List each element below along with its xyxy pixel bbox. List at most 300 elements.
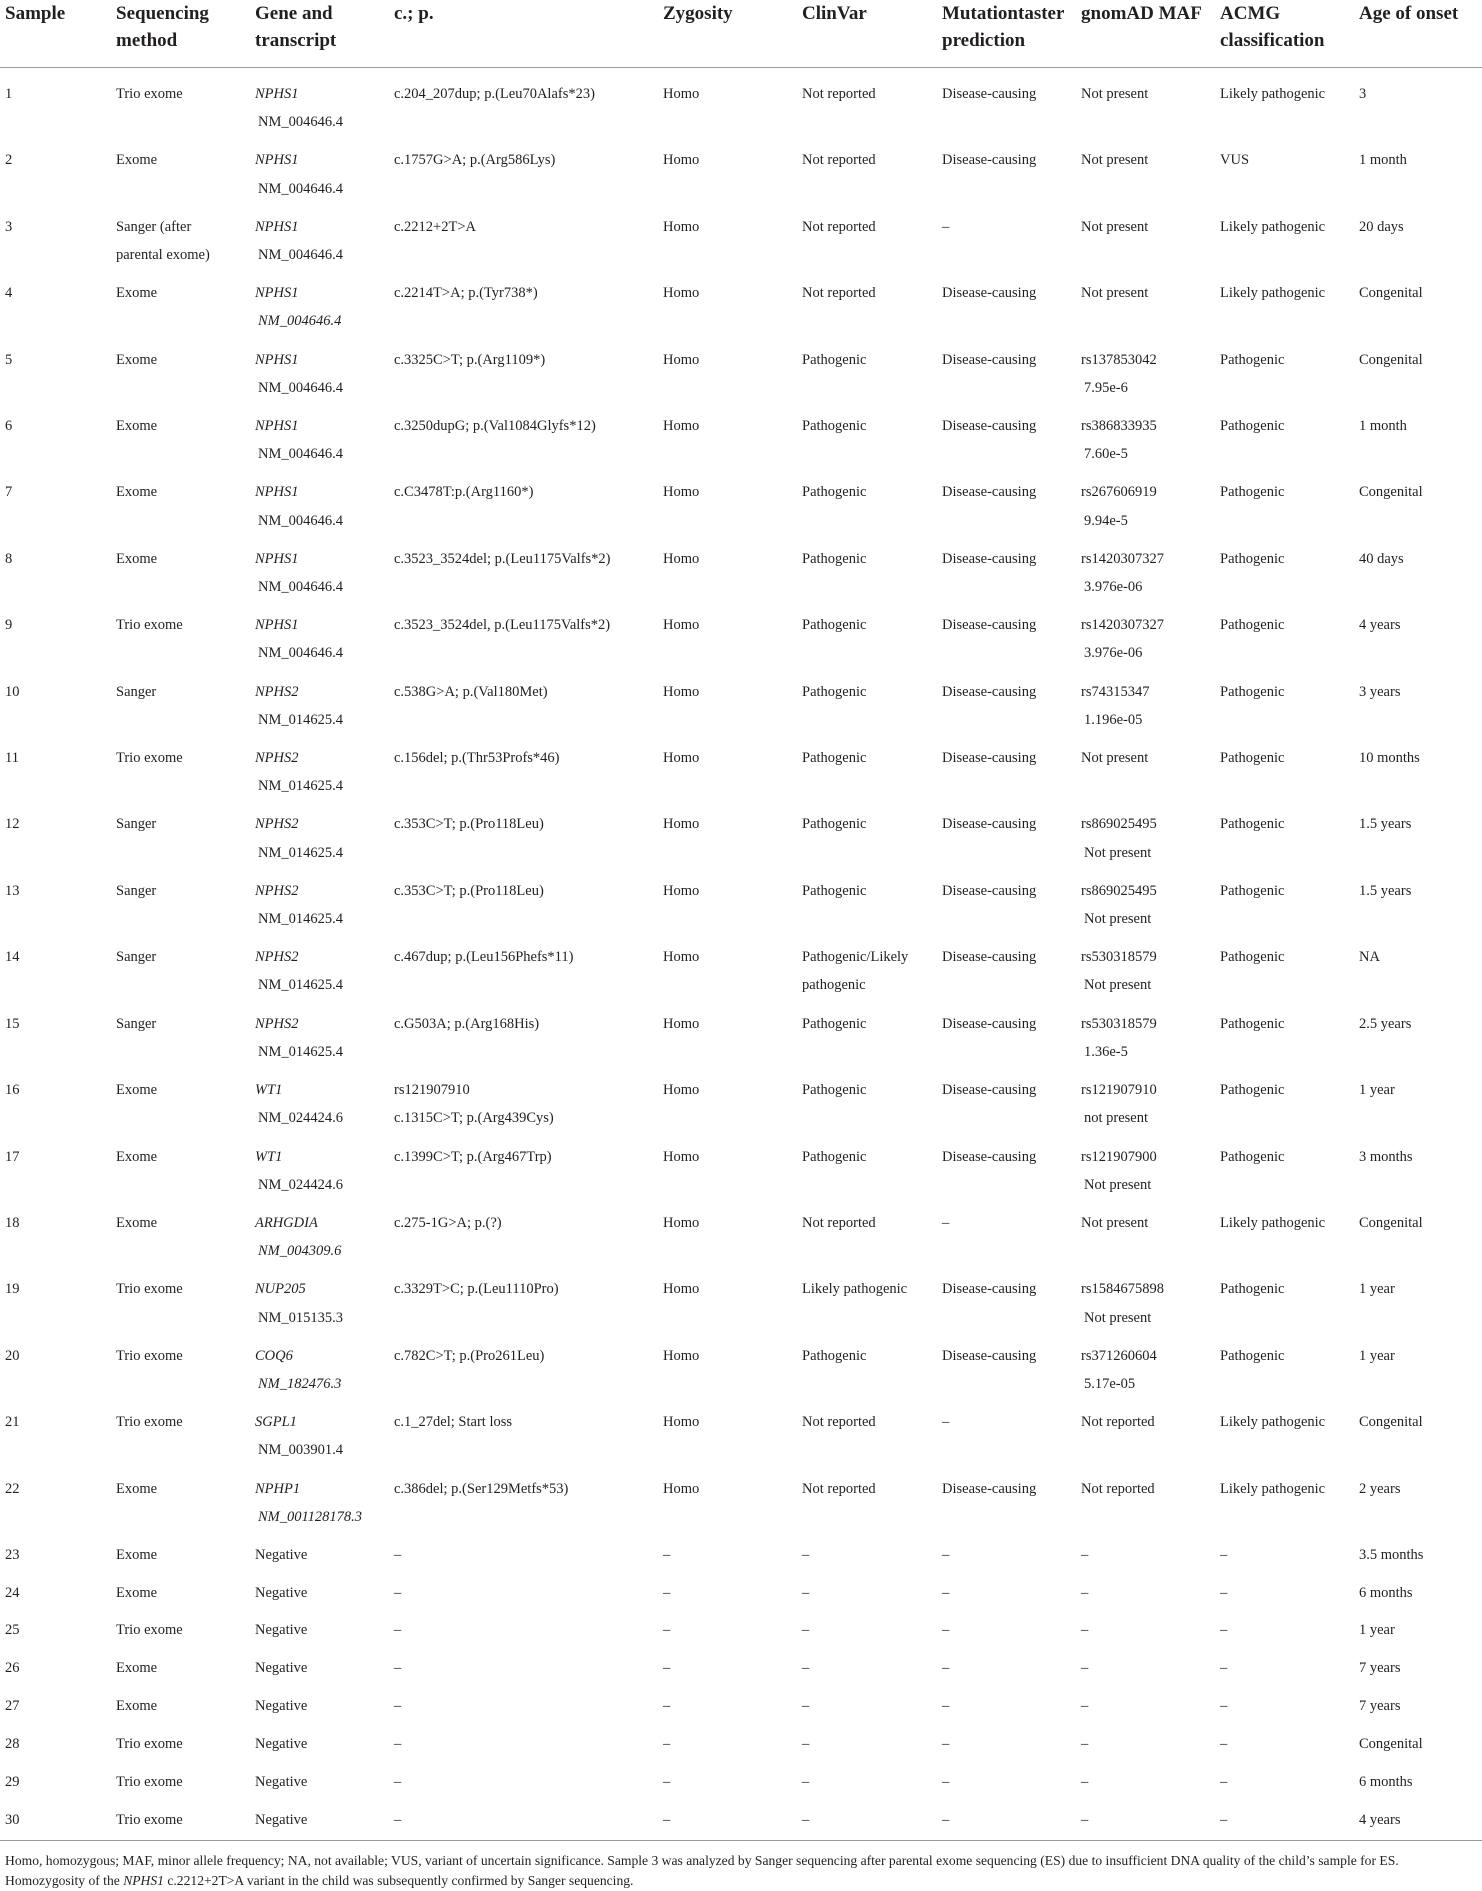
maf-text: 7.95e-6 bbox=[1084, 379, 1128, 396]
table-row bbox=[0, 269, 1482, 335]
method-text: Sanger bbox=[116, 949, 157, 966]
cell-gnomad-maf bbox=[1076, 1398, 1215, 1464]
cell-clinvar bbox=[797, 1265, 937, 1331]
header-label: Gene and bbox=[255, 3, 333, 24]
variant-text: c.275-1G>A; p.(?) bbox=[394, 1214, 502, 1231]
transcript-id: NM_024424.6 bbox=[258, 1110, 343, 1127]
table-row bbox=[0, 136, 1482, 202]
gene-name: NPHS2 bbox=[255, 882, 299, 899]
cell-dash: – bbox=[663, 1698, 671, 1715]
cell-sequencing-method: Trio exome bbox=[116, 1773, 183, 1790]
cell-clinvar bbox=[797, 601, 937, 667]
cell-age-of-onset: 3 months bbox=[1359, 1148, 1413, 1165]
cell-age-of-onset: Congenital bbox=[1359, 1736, 1423, 1753]
gene-name: NUP205 bbox=[255, 1281, 306, 1298]
cell-dash: – bbox=[394, 1811, 402, 1828]
transcript-id: NM_003901.4 bbox=[258, 1442, 343, 1459]
cell-dash: – bbox=[802, 1698, 810, 1715]
cell-zygosity: Homo bbox=[663, 86, 700, 102]
cell-variant bbox=[389, 68, 658, 137]
clinvar-text: Pathogenic bbox=[802, 683, 867, 700]
cell-sequencing-method bbox=[111, 1332, 250, 1398]
header-clinvar bbox=[797, 0, 937, 68]
cell-sequencing-method: Exome bbox=[116, 1546, 158, 1563]
table-row bbox=[0, 535, 1482, 601]
cell-zygosity: Homo bbox=[663, 1480, 700, 1497]
cell-sample: 18 bbox=[5, 1214, 20, 1231]
footnote-line-1: Homo, homozygous; MAF, minor allele frequency; NA, not available; VUS, variant of uncertain significance. Sample 3 was analyzed by Sanger sequencing after parental exome sequencing (ES) due to insufficient DNA quality of the child’s sample for ES. bbox=[5, 1853, 1399, 1869]
cell-mutationtaster: Disease-causing bbox=[942, 1347, 1037, 1364]
cell-gene-transcript: Negative bbox=[255, 1698, 308, 1715]
maf-text: rs1420307327 bbox=[1081, 550, 1164, 567]
header-label: gnomAD MAF bbox=[1081, 3, 1202, 24]
clinvar-text: Not reported bbox=[802, 86, 876, 102]
cell-dash: – bbox=[942, 1773, 950, 1790]
transcript-id: NM_004646.4 bbox=[258, 247, 343, 264]
cell-age-of-onset: 7 years bbox=[1359, 1698, 1401, 1715]
cell-mutationtaster: Disease-causing bbox=[942, 1281, 1037, 1298]
cell-sample: 28 bbox=[5, 1736, 20, 1753]
cell-acmg: Likely pathogenic bbox=[1220, 1414, 1326, 1431]
cell-sample: 9 bbox=[5, 617, 13, 634]
variant-text: c.353C>T; p.(Pro118Leu) bbox=[394, 882, 544, 899]
cell-dash: – bbox=[1220, 1622, 1228, 1639]
clinvar-text: Pathogenic bbox=[802, 1082, 867, 1099]
cell-sequencing-method bbox=[111, 68, 250, 137]
cell-clinvar bbox=[797, 1066, 937, 1132]
clinvar-text: Likely pathogenic bbox=[802, 1281, 908, 1298]
variant-text: c.2212+2T>A bbox=[394, 218, 476, 235]
cell-zygosity: Homo bbox=[663, 351, 700, 368]
maf-text: Not present bbox=[1084, 977, 1152, 994]
cell-zygosity: Homo bbox=[663, 816, 700, 833]
cell-dash: – bbox=[394, 1736, 402, 1753]
cell-variant bbox=[389, 1000, 658, 1066]
footnote-gene: NPHS1 bbox=[123, 1873, 164, 1889]
cell-gnomad-maf bbox=[1076, 535, 1215, 601]
cell-zygosity: Homo bbox=[663, 550, 700, 567]
cell-dash: – bbox=[942, 1736, 950, 1753]
cell-age-of-onset: 10 months bbox=[1359, 750, 1420, 767]
table-footnote bbox=[0, 1840, 1482, 1891]
cell-sample: 7 bbox=[5, 484, 13, 501]
cell-variant bbox=[389, 1398, 658, 1464]
cell-sequencing-method bbox=[111, 1465, 250, 1531]
variant-text: c.782C>T; p.(Pro261Leu) bbox=[394, 1347, 545, 1364]
footnote-text: Homozygosity of the bbox=[5, 1873, 124, 1889]
cell-dash: – bbox=[1081, 1773, 1089, 1790]
cell-dash: – bbox=[802, 1660, 810, 1677]
cell-gene-transcript bbox=[250, 867, 389, 933]
cell-age-of-onset: Congenital bbox=[1359, 484, 1423, 501]
cell-sequencing-method bbox=[111, 734, 250, 800]
cell-dash: – bbox=[1081, 1660, 1089, 1677]
cell-sequencing-method bbox=[111, 1199, 250, 1265]
cell-acmg: Pathogenic bbox=[1220, 1082, 1285, 1099]
cell-variant bbox=[389, 734, 658, 800]
transcript-id: NM_014625.4 bbox=[258, 778, 343, 795]
cell-mutationtaster: Disease-causing bbox=[942, 351, 1037, 368]
cell-gene-transcript bbox=[250, 468, 389, 534]
header-label: c.; p. bbox=[394, 3, 434, 24]
cell-sample: 2 bbox=[5, 152, 13, 169]
gene-name: NPHS1 bbox=[255, 218, 299, 235]
cell-dash: – bbox=[1220, 1546, 1228, 1563]
transcript-id: NM_004646.4 bbox=[258, 645, 343, 662]
cell-sample: 3 bbox=[5, 218, 13, 235]
gene-name: ARHGDIA bbox=[255, 1214, 318, 1231]
transcript-id: NM_004646.4 bbox=[258, 180, 343, 197]
cell-acmg: Pathogenic bbox=[1220, 949, 1285, 966]
header-label: Mutationtaster bbox=[942, 3, 1065, 24]
cell-age-of-onset: 1 month bbox=[1359, 418, 1407, 435]
cell-sample: 21 bbox=[5, 1414, 20, 1431]
cell-variant bbox=[389, 933, 658, 999]
cell-dash: – bbox=[1081, 1584, 1089, 1601]
cell-age-of-onset: 4 years bbox=[1359, 617, 1401, 634]
method-text: Trio exome bbox=[116, 1414, 183, 1431]
header-zygosity bbox=[658, 0, 797, 68]
cell-gene-transcript: Negative bbox=[255, 1736, 308, 1753]
cell-gene-transcript bbox=[250, 203, 389, 269]
table-row bbox=[0, 1332, 1482, 1398]
cell-gene-transcript bbox=[250, 601, 389, 667]
cell-gene-transcript bbox=[250, 1265, 389, 1331]
gene-name: NPHS1 bbox=[255, 617, 299, 634]
cell-clinvar bbox=[797, 800, 937, 866]
cell-mutationtaster: – bbox=[942, 1414, 950, 1431]
cell-zygosity: Homo bbox=[663, 1214, 700, 1231]
table-row bbox=[0, 1569, 1482, 1607]
maf-text: Not present bbox=[1081, 1214, 1149, 1231]
header-label: Sample bbox=[5, 3, 66, 24]
cell-dash: – bbox=[942, 1546, 950, 1563]
cell-variant bbox=[389, 668, 658, 734]
clinvar-text: Pathogenic bbox=[802, 550, 867, 567]
cell-dash: – bbox=[802, 1773, 810, 1790]
cell-acmg: Pathogenic bbox=[1220, 816, 1285, 833]
gene-name: NPHS2 bbox=[255, 683, 299, 700]
cell-age-of-onset: 1.5 years bbox=[1359, 816, 1412, 833]
cell-age-of-onset: 1 year bbox=[1359, 1347, 1395, 1364]
cell-dash: – bbox=[1220, 1584, 1228, 1601]
cell-dash: – bbox=[394, 1660, 402, 1677]
clinvar-text: Pathogenic bbox=[802, 1347, 867, 1364]
cell-variant bbox=[389, 1332, 658, 1398]
cell-gene-transcript bbox=[250, 1133, 389, 1199]
table-row bbox=[0, 336, 1482, 402]
cell-mutationtaster: Disease-causing bbox=[942, 816, 1037, 833]
header-label: Age of onset bbox=[1359, 3, 1459, 24]
cell-gene-transcript bbox=[250, 1398, 389, 1464]
cell-sample: 17 bbox=[5, 1148, 20, 1165]
cell-zygosity: Homo bbox=[663, 1281, 700, 1298]
cell-gene-transcript: Negative bbox=[255, 1622, 308, 1639]
cell-gnomad-maf bbox=[1076, 668, 1215, 734]
maf-text: rs530318579 bbox=[1081, 949, 1157, 966]
table-row bbox=[0, 402, 1482, 468]
cell-gene-transcript bbox=[250, 668, 389, 734]
gene-name: NPHS2 bbox=[255, 816, 299, 833]
method-text: Sanger bbox=[116, 882, 157, 899]
cell-clinvar bbox=[797, 1000, 937, 1066]
cell-zygosity: Homo bbox=[663, 285, 700, 302]
cell-gnomad-maf bbox=[1076, 336, 1215, 402]
cell-sample: 14 bbox=[5, 949, 20, 966]
cell-age-of-onset: Congenital bbox=[1359, 351, 1423, 368]
header-label: prediction bbox=[942, 30, 1026, 51]
cell-gnomad-maf bbox=[1076, 1000, 1215, 1066]
clinvar-text: Not reported bbox=[802, 1480, 876, 1497]
cell-dash: – bbox=[663, 1660, 671, 1677]
clinvar-text: Pathogenic bbox=[802, 351, 867, 368]
cell-clinvar bbox=[797, 136, 937, 202]
cell-acmg: Pathogenic bbox=[1220, 1015, 1285, 1032]
cell-acmg: Pathogenic bbox=[1220, 683, 1285, 700]
cell-sequencing-method bbox=[111, 269, 250, 335]
cell-mutationtaster: Disease-causing bbox=[942, 882, 1037, 899]
cell-sequencing-method: Exome bbox=[116, 1584, 158, 1601]
cell-clinvar bbox=[797, 1398, 937, 1464]
maf-text: 3.976e-06 bbox=[1084, 579, 1143, 596]
cell-age-of-onset: 3.5 months bbox=[1359, 1546, 1424, 1563]
cell-dash: – bbox=[663, 1584, 671, 1601]
table-row bbox=[0, 933, 1482, 999]
cell-sequencing-method bbox=[111, 1133, 250, 1199]
maf-text: Not reported bbox=[1081, 1480, 1155, 1497]
cell-gene-transcript bbox=[250, 1066, 389, 1132]
maf-text: Not present bbox=[1084, 1176, 1152, 1193]
cell-clinvar bbox=[797, 1199, 937, 1265]
cell-clinvar bbox=[797, 269, 937, 335]
maf-text: Not present bbox=[1084, 911, 1152, 928]
method-text: Sanger (after bbox=[116, 218, 192, 235]
cell-sequencing-method bbox=[111, 1265, 250, 1331]
cell-sample: 11 bbox=[5, 750, 19, 767]
cell-sequencing-method bbox=[111, 203, 250, 269]
cell-acmg: Likely pathogenic bbox=[1220, 1214, 1326, 1231]
cell-sample: 19 bbox=[5, 1281, 20, 1298]
cell-sample: 30 bbox=[5, 1811, 20, 1828]
maf-text: rs121907910 bbox=[1081, 1082, 1157, 1099]
cell-clinvar bbox=[797, 734, 937, 800]
table-row bbox=[0, 1199, 1482, 1265]
gene-name: NPHS1 bbox=[255, 285, 299, 302]
cell-sample: 8 bbox=[5, 550, 13, 567]
cell-gene-transcript bbox=[250, 734, 389, 800]
table-row bbox=[0, 1758, 1482, 1796]
cell-sequencing-method bbox=[111, 601, 250, 667]
transcript-id: NM_014625.4 bbox=[258, 977, 343, 994]
cell-dash: – bbox=[942, 1811, 950, 1828]
cell-gnomad-maf bbox=[1076, 1066, 1215, 1132]
table-row bbox=[0, 1607, 1482, 1645]
clinvar-text: Pathogenic bbox=[802, 484, 867, 501]
cell-zygosity: Homo bbox=[663, 949, 700, 966]
method-text: Trio exome bbox=[116, 617, 183, 634]
cell-variant bbox=[389, 1265, 658, 1331]
cell-dash: – bbox=[394, 1622, 402, 1639]
cell-variant bbox=[389, 203, 658, 269]
method-text: Exome bbox=[116, 550, 158, 567]
cell-gnomad-maf bbox=[1076, 68, 1215, 137]
gene-name: WT1 bbox=[255, 1148, 283, 1165]
cell-dash: – bbox=[942, 1584, 950, 1601]
cell-variant bbox=[389, 535, 658, 601]
table-header-row bbox=[0, 0, 1482, 68]
cell-dash: – bbox=[802, 1736, 810, 1753]
cell-zygosity: Homo bbox=[663, 152, 700, 169]
cell-sequencing-method: Exome bbox=[116, 1698, 158, 1715]
header-mutationtaster bbox=[937, 0, 1076, 68]
cell-sequencing-method bbox=[111, 668, 250, 734]
cell-sample: 24 bbox=[5, 1584, 20, 1601]
cell-mutationtaster: Disease-causing bbox=[942, 683, 1037, 700]
cell-zygosity: Homo bbox=[663, 1347, 700, 1364]
cell-mutationtaster: Disease-causing bbox=[942, 949, 1037, 966]
header-sequencing-method bbox=[111, 0, 250, 68]
variant-text: c.3523_3524del, p.(Leu1175Valfs*2) bbox=[394, 617, 611, 634]
table-row bbox=[0, 1683, 1482, 1721]
cell-gene-transcript bbox=[250, 800, 389, 866]
cell-clinvar bbox=[797, 468, 937, 534]
cell-acmg: Pathogenic bbox=[1220, 418, 1285, 435]
clinvar-text: Not reported bbox=[802, 1414, 876, 1431]
cell-age-of-onset: 4 years bbox=[1359, 1811, 1401, 1828]
table-row bbox=[0, 1133, 1482, 1199]
cell-acmg: Pathogenic bbox=[1220, 351, 1285, 368]
method-text: Exome bbox=[116, 484, 158, 501]
cell-acmg: Likely pathogenic bbox=[1220, 1480, 1326, 1497]
cell-sequencing-method bbox=[111, 933, 250, 999]
cell-zygosity: Homo bbox=[663, 484, 700, 501]
cell-dash: – bbox=[1220, 1811, 1228, 1828]
maf-text: Not present bbox=[1081, 285, 1149, 302]
cell-sample: 10 bbox=[5, 683, 20, 700]
header-gnomad-maf bbox=[1076, 0, 1215, 68]
cell-dash: – bbox=[802, 1546, 810, 1563]
transcript-id: NM_014625.4 bbox=[258, 844, 343, 861]
table-row bbox=[0, 734, 1482, 800]
cell-gene-transcript bbox=[250, 1465, 389, 1531]
cell-zygosity: Homo bbox=[663, 617, 700, 634]
cell-age-of-onset: Congenital bbox=[1359, 1214, 1423, 1231]
cell-acmg: Pathogenic bbox=[1220, 550, 1285, 567]
header-label: classification bbox=[1220, 30, 1325, 51]
transcript-id: NM_004646.4 bbox=[258, 114, 343, 131]
variant-text: c.353C>T; p.(Pro118Leu) bbox=[394, 816, 544, 833]
table-row bbox=[0, 1720, 1482, 1758]
cell-sequencing-method bbox=[111, 1066, 250, 1132]
cell-gnomad-maf bbox=[1076, 402, 1215, 468]
variant-text: rs121907910 bbox=[394, 1082, 470, 1099]
cell-sample: 20 bbox=[5, 1347, 20, 1364]
clinvar-text: Not reported bbox=[802, 285, 876, 302]
maf-text: Not present bbox=[1081, 86, 1149, 102]
cell-sequencing-method bbox=[111, 1000, 250, 1066]
header-sample bbox=[0, 0, 111, 68]
method-text: Exome bbox=[116, 285, 158, 302]
header-label: method bbox=[116, 30, 178, 51]
header-label: ACMG bbox=[1220, 3, 1281, 24]
clinvar-text: Pathogenic bbox=[802, 418, 867, 435]
clinvar-text: Not reported bbox=[802, 1214, 876, 1231]
cell-variant bbox=[389, 402, 658, 468]
cell-dash: – bbox=[394, 1546, 402, 1563]
cell-dash: – bbox=[1081, 1736, 1089, 1753]
table-row bbox=[0, 1398, 1482, 1464]
cell-zygosity: Homo bbox=[663, 1414, 700, 1431]
maf-text: rs530318579 bbox=[1081, 1015, 1157, 1032]
cell-gene-transcript bbox=[250, 1199, 389, 1265]
cell-variant bbox=[389, 867, 658, 933]
cell-gene-transcript: Negative bbox=[255, 1546, 308, 1563]
cell-age-of-onset: 6 months bbox=[1359, 1584, 1413, 1601]
cell-sample: 6 bbox=[5, 418, 13, 435]
cell-clinvar bbox=[797, 203, 937, 269]
clinvar-text: Pathogenic bbox=[802, 750, 867, 767]
cell-sequencing-method bbox=[111, 1398, 250, 1464]
cell-dash: – bbox=[942, 1622, 950, 1639]
variant-text: c.2214T>A; p.(Tyr738*) bbox=[394, 285, 538, 302]
transcript-id: NM_004646.4 bbox=[258, 446, 343, 463]
gene-name: NPHS1 bbox=[255, 550, 299, 567]
variant-text: c.1_27del; Start loss bbox=[394, 1414, 513, 1431]
gene-name: SGPL1 bbox=[255, 1414, 297, 1431]
cell-age-of-onset: 1 year bbox=[1359, 1281, 1395, 1298]
cell-variant bbox=[389, 269, 658, 335]
gene-name: NPHS1 bbox=[255, 484, 299, 501]
cell-mutationtaster: Disease-causing bbox=[942, 550, 1037, 567]
cell-gnomad-maf bbox=[1076, 734, 1215, 800]
cell-mutationtaster: Disease-causing bbox=[942, 1015, 1037, 1032]
transcript-id: NM_014625.4 bbox=[258, 711, 343, 728]
cell-sequencing-method bbox=[111, 136, 250, 202]
table-row bbox=[0, 1645, 1482, 1683]
cell-sample: 25 bbox=[5, 1622, 20, 1639]
cell-gnomad-maf bbox=[1076, 1133, 1215, 1199]
gene-name: NPHS1 bbox=[255, 418, 299, 435]
gene-name: WT1 bbox=[255, 1082, 283, 1099]
table-row bbox=[0, 867, 1482, 933]
method-text: Trio exome bbox=[116, 86, 183, 102]
cell-dash: – bbox=[663, 1546, 671, 1563]
cell-zygosity: Homo bbox=[663, 1148, 700, 1165]
table-row bbox=[0, 68, 1482, 137]
method-text: parental exome) bbox=[116, 247, 210, 264]
clinvar-text: Pathogenic bbox=[802, 1148, 867, 1165]
cell-sample: 1 bbox=[5, 86, 13, 102]
cell-clinvar bbox=[797, 668, 937, 734]
variant-text: c.156del; p.(Thr53Profs*46) bbox=[394, 750, 560, 767]
maf-text: Not present bbox=[1081, 152, 1149, 169]
table-row bbox=[0, 1000, 1482, 1066]
clinvar-text: Pathogenic bbox=[802, 617, 867, 634]
cell-clinvar bbox=[797, 336, 937, 402]
cell-dash: – bbox=[802, 1811, 810, 1828]
cell-dash: – bbox=[1081, 1811, 1089, 1828]
cell-clinvar bbox=[797, 1332, 937, 1398]
method-text: Trio exome bbox=[116, 750, 183, 767]
clinvar-text: Pathogenic bbox=[802, 816, 867, 833]
cell-mutationtaster: Disease-causing bbox=[942, 1148, 1037, 1165]
transcript-id: NM_004646.4 bbox=[258, 512, 343, 529]
cell-age-of-onset: 20 days bbox=[1359, 218, 1404, 235]
maf-text: Not reported bbox=[1081, 1414, 1155, 1431]
cell-gene-transcript bbox=[250, 269, 389, 335]
cell-acmg: Likely pathogenic bbox=[1220, 218, 1326, 235]
cell-gene-transcript bbox=[250, 336, 389, 402]
